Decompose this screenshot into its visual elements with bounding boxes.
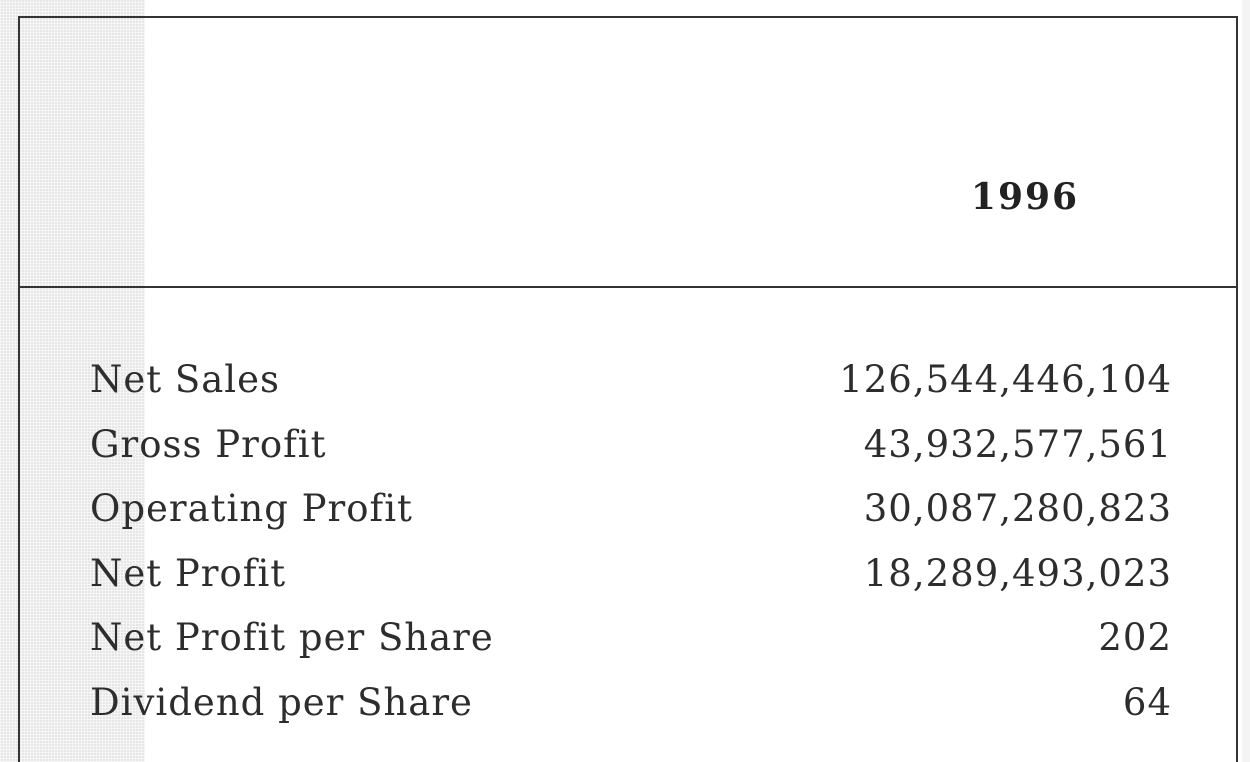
row-value: 126,544,446,104 bbox=[839, 358, 1172, 401]
table-row bbox=[90, 423, 1172, 488]
row-label: Operating Profit bbox=[90, 487, 413, 530]
row-value: 43,932,577,561 bbox=[863, 422, 1172, 466]
row-label: Gross Profit bbox=[90, 422, 327, 466]
row-value: 30,087,280,823 bbox=[863, 487, 1172, 530]
year-column-header: 1996 bbox=[970, 176, 1080, 218]
row-label: Net Profit per Share bbox=[90, 616, 494, 659]
table-row bbox=[90, 358, 1172, 423]
row-label: Net Sales bbox=[90, 358, 281, 401]
table-row bbox=[90, 552, 1172, 617]
row-value: 64 bbox=[1122, 680, 1172, 724]
row-label: Dividend per Share bbox=[90, 680, 473, 724]
row-value: 18,289,493,023 bbox=[863, 551, 1172, 595]
financial-table-body bbox=[90, 358, 1172, 745]
page-edge bbox=[1242, 0, 1250, 762]
table-row bbox=[90, 616, 1172, 681]
table-row bbox=[90, 681, 1172, 746]
row-label: Net Profit bbox=[90, 551, 287, 595]
row-value: 202 bbox=[1098, 616, 1172, 659]
header-divider-line bbox=[18, 286, 1238, 288]
table-row bbox=[90, 487, 1172, 552]
